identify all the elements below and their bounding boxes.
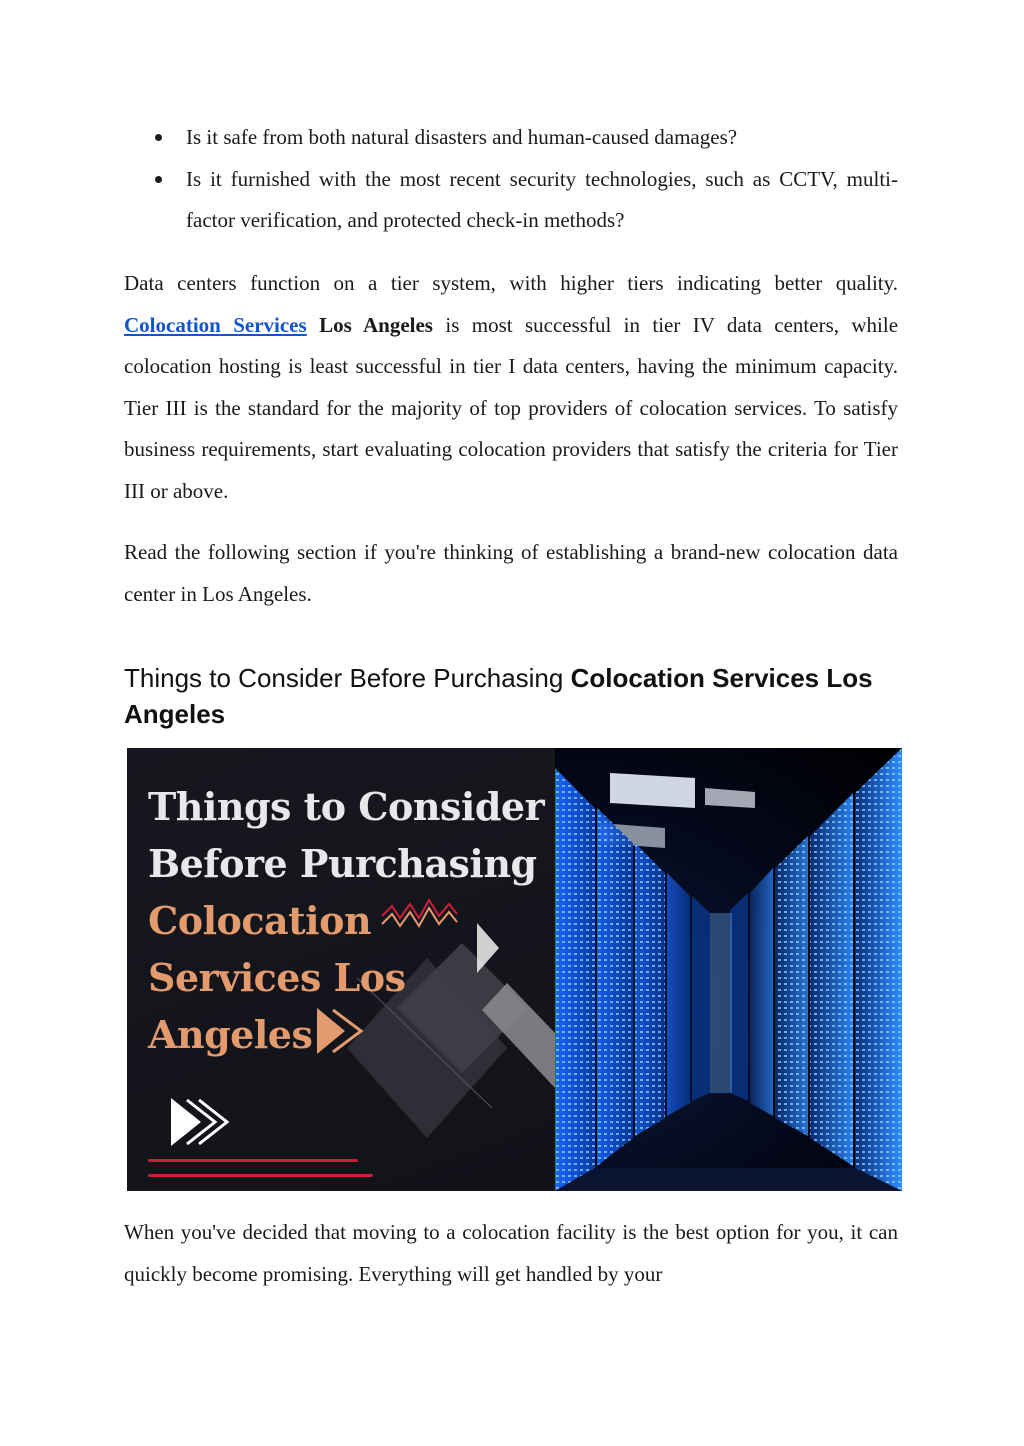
tier-rest: is most successful in tier IV data centers, while colocation hosting is least successful in tier I data centers, having the minimum capacity. Tier III is the standard for the majority of top providers of colocation services. To satisfy business requirements, start evaluating colocation providers that satisfy the criteria for Tier III or above. xyxy=(124,312,899,503)
bullet-text: Is it safe from both natural disasters and human-caused damages? xyxy=(186,125,738,149)
banner-line-5: Angeles xyxy=(148,1012,313,1057)
data-center-photo xyxy=(555,748,902,1191)
banner-line-3: Colocation xyxy=(148,898,372,943)
banner-image xyxy=(127,748,902,1191)
heading-normal: Things to Consider Before Purchasing xyxy=(124,663,564,693)
decided-paragraph: When you've decided that moving to a colocation facility is the best option for you, it can quickly become promising. Everything will get handled by your xyxy=(124,1220,898,1286)
list-item xyxy=(124,159,898,242)
los-angeles-bold: Los Angeles xyxy=(319,312,433,337)
bullet-icon xyxy=(155,176,162,183)
bullet-text: Is it furnished with the most recent security technologies, such as CCTV, multi-factor verification, and protected check-in methods? xyxy=(186,166,898,232)
section-heading xyxy=(124,660,898,732)
banner-line-4: Services Los xyxy=(148,955,406,1000)
server-rack-icon xyxy=(555,748,902,1191)
banner-line-2: Before Purchasing xyxy=(148,841,537,886)
heading-bold: Colocation Services Los Angeles xyxy=(124,663,873,729)
bullet-icon xyxy=(155,134,162,141)
accent-rule xyxy=(148,1159,358,1162)
banner-line-1: Things to Consider xyxy=(148,784,545,829)
accent-rule xyxy=(148,1174,373,1177)
colocation-services-link[interactable]: Colocation Services xyxy=(124,312,307,337)
fast-forward-icon xyxy=(171,1098,201,1146)
tier-intro: Data centers function on a tier system, with higher tiers indicating better quality. xyxy=(124,271,898,295)
banner-title xyxy=(148,778,548,1063)
read-following-paragraph: Read the following section if you're thinking of establishing a brand-new colocation data center in Los Angeles. xyxy=(124,540,898,606)
tier-paragraph xyxy=(124,263,898,512)
banner-text-panel xyxy=(127,748,555,1191)
list-item xyxy=(124,117,898,159)
bullet-list xyxy=(124,117,898,242)
